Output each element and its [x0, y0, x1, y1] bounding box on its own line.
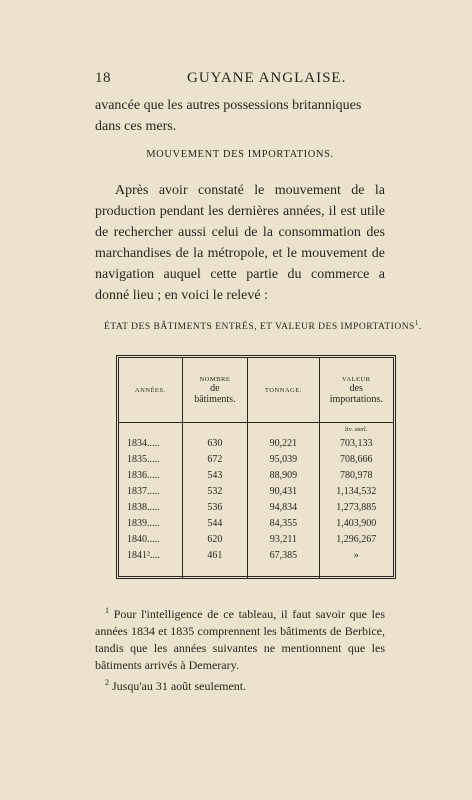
ships-cell: 461	[182, 547, 248, 563]
value-cell: 708,666	[340, 453, 373, 465]
page-number: 18	[95, 70, 111, 86]
tonnage-cell: 90,431	[248, 483, 319, 499]
table-caption: ÉTAT DES BÂTIMENTS ENTRÉS, ET VALEUR DES IMPORTATIONS$^1$.	[104, 319, 422, 333]
year-cell: 1838.....	[119, 499, 182, 515]
value-cell: 1,273,885	[336, 501, 377, 513]
unit-label: liv. sterl.	[344, 425, 368, 433]
header-tonnage: TONNAGE.	[248, 358, 319, 423]
table-row	[119, 515, 393, 531]
section-heading: MOUVEMENT DES IMPORTATIONS.	[146, 149, 334, 160]
header-value: VALEUR des importations.	[319, 358, 393, 423]
tonnage-cell: 94,834	[248, 499, 319, 515]
table-row	[119, 531, 393, 547]
value-cell: 1,134,532	[336, 485, 377, 497]
footnote-2: $^2$ Jusqu'au 31 août seulement.	[105, 678, 247, 693]
year-cell: 1841²....	[119, 547, 182, 563]
table-header-row	[119, 358, 393, 423]
table-spacer-row	[119, 563, 393, 579]
ships-cell: 543	[182, 467, 248, 483]
table-caption-footnote-mark: 1	[414, 319, 419, 327]
header-ships: NOMBRE de bâtiments.	[182, 358, 248, 423]
value-cell: 1,403,900	[336, 517, 377, 529]
header-years: ANNÉES.	[119, 358, 182, 423]
year-cell: 1837.....	[119, 483, 182, 499]
table-row	[119, 547, 393, 563]
ships-cell: 544	[182, 515, 248, 531]
table-row	[119, 483, 393, 499]
table-row	[119, 451, 393, 467]
year-cell: 1834.....	[119, 435, 182, 451]
value-cell: 703,133	[340, 437, 373, 449]
ships-cell: 630	[182, 435, 248, 451]
main-paragraph: Après avoir constaté le mouvement de la production pendant les dernières années, il est utile de rechercher aussi celui de la consommation des marchandises de la métropole, et le mouvement de navigation auquel cette partie du commerce a donné lieu ; en voici le relevé :	[95, 183, 385, 303]
ships-cell: 536	[182, 499, 248, 515]
value-cell: »	[353, 549, 359, 561]
value-cell: 1,296,267	[336, 533, 377, 545]
year-cell: 1835.....	[119, 451, 182, 467]
tonnage-cell: 95,039	[248, 451, 319, 467]
table-row	[119, 467, 393, 483]
table-row	[119, 435, 393, 451]
year-cell: 1840.....	[119, 531, 182, 547]
footnotes	[95, 602, 385, 695]
running-title: GUYANE ANGLAISE.	[187, 70, 347, 86]
unit-row	[119, 423, 393, 436]
intro-paragraph: avancée que les autres possessions britanniques dans ces mers.	[95, 98, 362, 134]
ships-cell: 672	[182, 451, 248, 467]
tonnage-cell: 90,221	[248, 435, 319, 451]
tonnage-cell: 67,385	[248, 547, 319, 563]
year-cell: 1836.....	[119, 467, 182, 483]
table-caption-text: ÉTAT DES BÂTIMENTS ENTRÉS, ET VALEUR DES IMPORTATIONS	[104, 322, 415, 333]
footnote-1: $^1$ Pour l'intelligence de ce tableau, il faut savoir que les années 1834 et 1835 comprennent les bâtiments de Berbice, tandis que les années suivantes ne mentionnent que les bâtiments arrivés à Demerary.	[95, 606, 386, 672]
imports-table	[116, 355, 396, 579]
tonnage-cell: 93,211	[248, 531, 319, 547]
ships-cell: 532	[182, 483, 248, 499]
table-row	[119, 499, 393, 515]
tonnage-cell: 88,909	[248, 467, 319, 483]
tonnage-cell: 84,355	[248, 515, 319, 531]
year-cell: 1839.....	[119, 515, 182, 531]
value-cell: 780,978	[340, 469, 373, 481]
ships-cell: 620	[182, 531, 248, 547]
